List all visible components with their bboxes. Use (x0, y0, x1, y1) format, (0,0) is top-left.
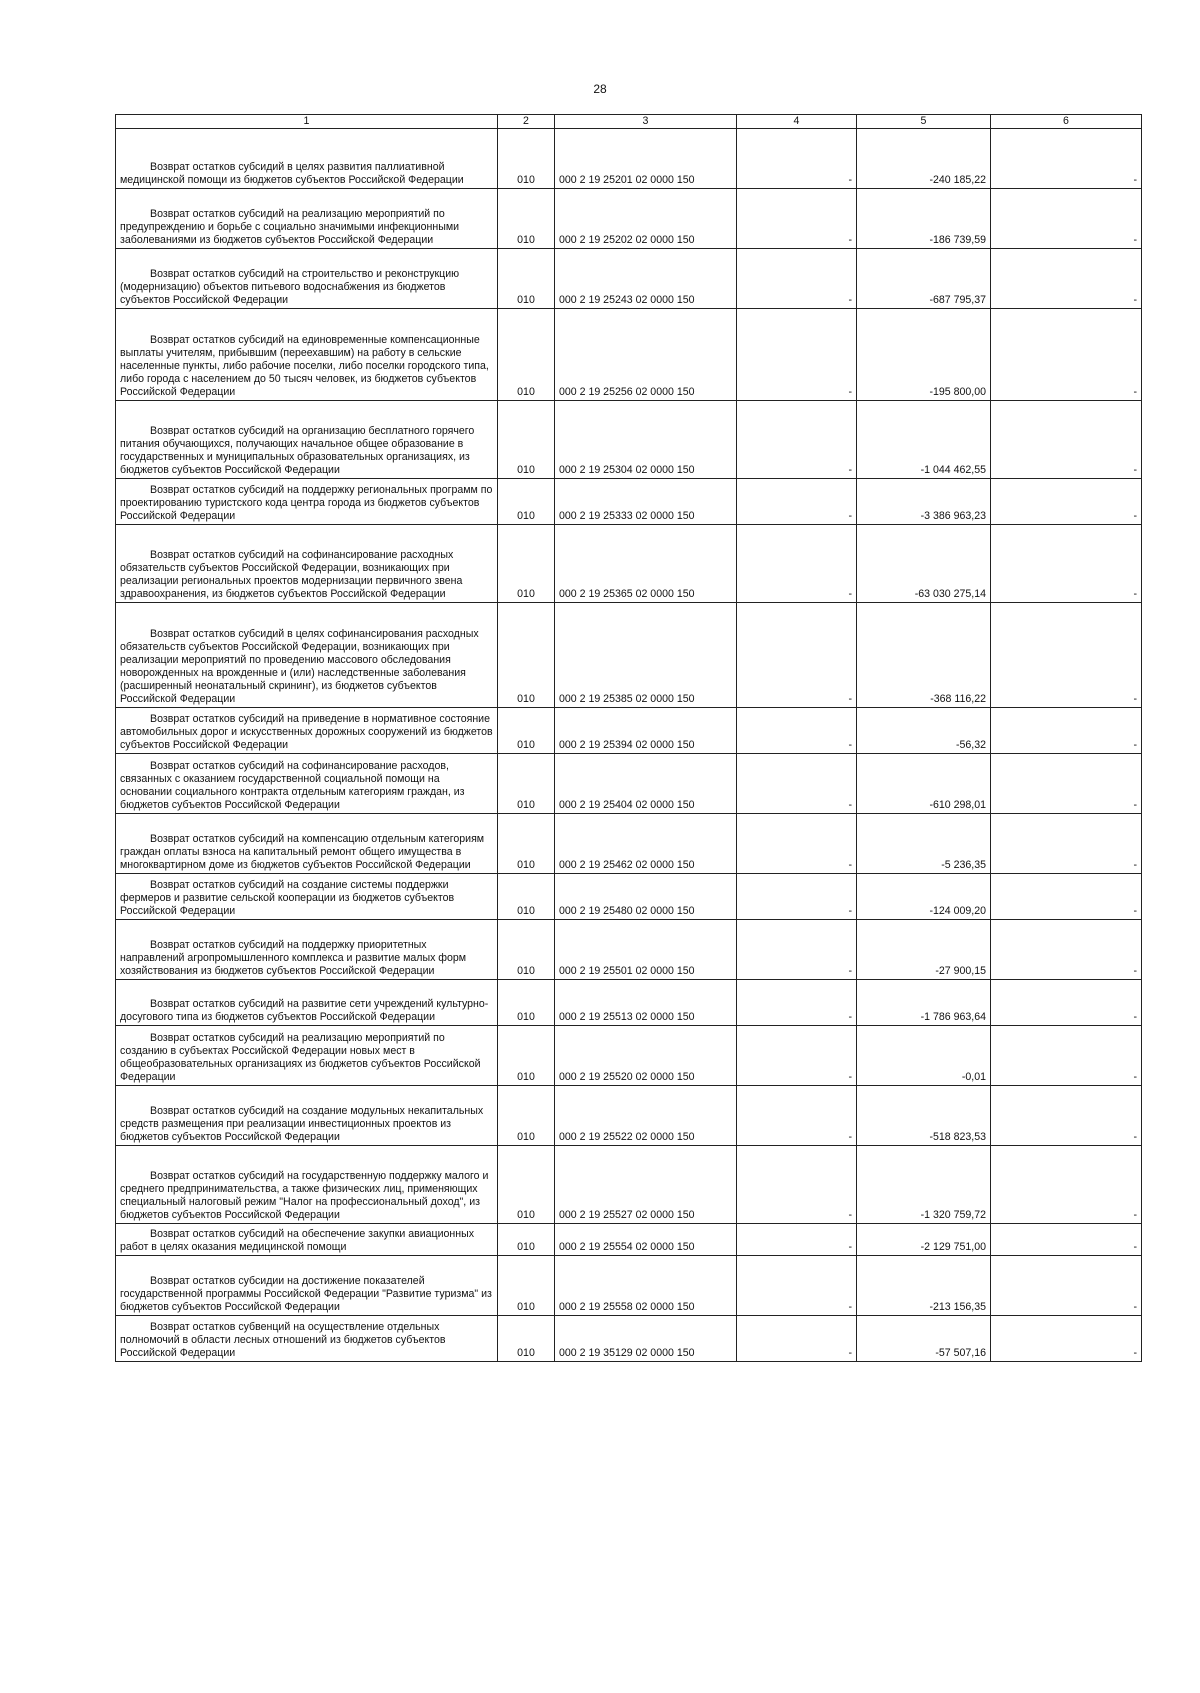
row-col6-value: - (991, 874, 1142, 920)
row-col4-value: - (737, 980, 857, 1026)
row-name: Возврат остатков субсидий на реализацию мероприятий по созданию в субъектах Российской Федерации новых мест в общеобразовательных организациях из бюджетов субъектов Российской Федерации (116, 1026, 498, 1086)
row-amount: -610 298,01 (857, 754, 991, 814)
row-col4-value: - (737, 1316, 857, 1362)
row-col6-value: - (991, 1146, 1142, 1224)
table-row (116, 1316, 1142, 1362)
row-amount: -368 116,22 (857, 603, 991, 708)
row-col4-value: - (737, 1256, 857, 1316)
row-name: Возврат остатков субсидий на развитие сети учреждений культурно-досугового типа из бюджетов субъектов Российской Федерации (116, 980, 498, 1026)
row-col6-value: - (991, 814, 1142, 874)
row-col4-value: - (737, 1086, 857, 1146)
row-amount: -186 739,59 (857, 189, 991, 249)
row-line-code: 010 (498, 920, 555, 980)
row-col6-value: - (991, 980, 1142, 1026)
row-col6-value: - (991, 708, 1142, 754)
row-col6-value: - (991, 1086, 1142, 1146)
row-line-code: 010 (498, 129, 555, 189)
row-col4-value: - (737, 129, 857, 189)
row-col6-value: - (991, 1256, 1142, 1316)
row-name: Возврат остатков субсидий на софинансирование расходов, связанных с оказанием государственной социальной помощи на основании социального контракта отдельным категориям граждан, из бюджетов субъектов Российской Федерации (116, 754, 498, 814)
row-name: Возврат остатков субсидий в целях софинансирования расходных обязательств субъектов Российской Федерации, возникающих при реализации мероприятий по проведению массового обследования новорожденных на врожденные и (или) наследственные заболевания (расширенный неонатальный скрининг), из бюджетов субъектов Российской Федерации (116, 603, 498, 708)
column-header-2: 2 (498, 115, 555, 129)
row-name: Возврат остатков субсидий на обеспечение закупки авиационных работ в целях оказания медицинской помощи (116, 1224, 498, 1256)
row-col4-value: - (737, 1224, 857, 1256)
row-amount: -3 386 963,23 (857, 479, 991, 525)
row-col4-value: - (737, 603, 857, 708)
row-budget-code: 000 2 19 25527 02 0000 150 (555, 1146, 737, 1224)
row-col4-value: - (737, 249, 857, 309)
row-amount: -1 044 462,55 (857, 401, 991, 479)
row-name: Возврат остатков субсидий на строительство и реконструкцию (модернизацию) объектов питьевого водоснабжения из бюджетов субъектов Российской Федерации (116, 249, 498, 309)
table-row (116, 1146, 1142, 1224)
row-budget-code: 000 2 19 25522 02 0000 150 (555, 1086, 737, 1146)
row-line-code: 010 (498, 980, 555, 1026)
row-amount: -518 823,53 (857, 1086, 991, 1146)
row-budget-code: 000 2 19 25558 02 0000 150 (555, 1256, 737, 1316)
row-line-code: 010 (498, 1256, 555, 1316)
row-budget-code: 000 2 19 25333 02 0000 150 (555, 479, 737, 525)
row-col4-value: - (737, 479, 857, 525)
row-budget-code: 000 2 19 25462 02 0000 150 (555, 814, 737, 874)
table-row (116, 129, 1142, 189)
row-line-code: 010 (498, 1146, 555, 1224)
row-name: Возврат остатков субсидий на организацию бесплатного горячего питания обучающихся, получающих начальное общее образование в государственных и муниципальных образовательных организациях, из бюджетов субъектов Российской Федерации (116, 401, 498, 479)
row-col6-value: - (991, 1316, 1142, 1362)
row-line-code: 010 (498, 754, 555, 814)
row-budget-code: 000 2 19 25513 02 0000 150 (555, 980, 737, 1026)
row-budget-code: 000 2 19 25201 02 0000 150 (555, 129, 737, 189)
row-amount: -57 507,16 (857, 1316, 991, 1362)
row-col4-value: - (737, 920, 857, 980)
row-name: Возврат остатков субсидий на создание системы поддержки фермеров и развитие сельской кооперации из бюджетов субъектов Российской Федерации (116, 874, 498, 920)
row-col4-value: - (737, 1026, 857, 1086)
row-col6-value: - (991, 603, 1142, 708)
row-line-code: 010 (498, 525, 555, 603)
row-budget-code: 000 2 19 25480 02 0000 150 (555, 874, 737, 920)
row-col4-value: - (737, 708, 857, 754)
row-budget-code: 000 2 19 25394 02 0000 150 (555, 708, 737, 754)
table-row (116, 1086, 1142, 1146)
row-col6-value: - (991, 1224, 1142, 1256)
row-amount: -0,01 (857, 1026, 991, 1086)
row-line-code: 010 (498, 1086, 555, 1146)
column-header-4: 4 (737, 115, 857, 129)
row-budget-code: 000 2 19 25404 02 0000 150 (555, 754, 737, 814)
row-col4-value: - (737, 525, 857, 603)
row-budget-code: 000 2 19 25304 02 0000 150 (555, 401, 737, 479)
column-header-6: 6 (991, 115, 1142, 129)
table-row (116, 525, 1142, 603)
page-number: 28 (593, 82, 607, 96)
row-line-code: 010 (498, 874, 555, 920)
row-amount: -124 009,20 (857, 874, 991, 920)
row-line-code: 010 (498, 1026, 555, 1086)
row-name: Возврат остатков субсидий на создание модульных некапитальных средств размещения при реализации инвестиционных проектов из бюджетов субъектов Российской Федерации (116, 1086, 498, 1146)
row-col6-value: - (991, 754, 1142, 814)
table-row (116, 401, 1142, 479)
row-col4-value: - (737, 401, 857, 479)
row-name: Возврат остатков субсидий на софинансирование расходных обязательств субъектов Российской Федерации, возникающих при реализации региональных проектов модернизации первичного звена здравоохранения, из бюджетов субъектов Российской Федерации (116, 525, 498, 603)
row-budget-code: 000 2 19 25520 02 0000 150 (555, 1026, 737, 1086)
row-name: Возврат остатков субсидий в целях развития паллиативной медицинской помощи из бюджетов субъектов Российской Федерации (116, 129, 498, 189)
row-budget-code: 000 2 19 25365 02 0000 150 (555, 525, 737, 603)
row-amount: -56,32 (857, 708, 991, 754)
table-row (116, 249, 1142, 309)
row-amount: -2 129 751,00 (857, 1224, 991, 1256)
row-name: Возврат остатков субсидий на поддержку региональных программ по проектированию туристского кода центра города из бюджетов субъектов Российской Федерации (116, 479, 498, 525)
row-name: Возврат остатков субсидий на поддержку приоритетных направлений агропромышленного комплекса и развитие малых форм хозяйствования из бюджетов субъектов Российской Федерации (116, 920, 498, 980)
row-col6-value: - (991, 189, 1142, 249)
table-row (116, 309, 1142, 401)
row-col6-value: - (991, 129, 1142, 189)
table-row (116, 1256, 1142, 1316)
column-header-5: 5 (857, 115, 991, 129)
row-line-code: 010 (498, 1316, 555, 1362)
table-row (116, 1026, 1142, 1086)
table-row (116, 980, 1142, 1026)
row-amount: -195 800,00 (857, 309, 991, 401)
row-name: Возврат остатков субсидий на приведение в нормативное состояние автомобильных дорог и искусственных дорожных сооружений из бюджетов субъектов Российской Федерации (116, 708, 498, 754)
table-row (116, 754, 1142, 814)
row-line-code: 010 (498, 603, 555, 708)
row-name: Возврат остатков субсидий на государственную поддержку малого и среднего предпринимательства, а также физических лиц, применяющих специальный налоговый режим "Налог на профессиональный доход", из бюджетов субъектов Российской Федерации (116, 1146, 498, 1224)
budget-return-table (115, 114, 1142, 1362)
row-budget-code: 000 2 19 25202 02 0000 150 (555, 189, 737, 249)
row-col4-value: - (737, 874, 857, 920)
row-col6-value: - (991, 249, 1142, 309)
table-row (116, 189, 1142, 249)
row-col4-value: - (737, 814, 857, 874)
row-amount: -213 156,35 (857, 1256, 991, 1316)
row-amount: -63 030 275,14 (857, 525, 991, 603)
row-col6-value: - (991, 920, 1142, 980)
row-line-code: 010 (498, 249, 555, 309)
row-col6-value: - (991, 401, 1142, 479)
column-header-3: 3 (555, 115, 737, 129)
row-name: Возврат остатков субсидии на достижение показателей государственной программы Российской Федерации "Развитие туризма" из бюджетов субъектов Российской Федерации (116, 1256, 498, 1316)
row-amount: -5 236,35 (857, 814, 991, 874)
table-row (116, 920, 1142, 980)
row-budget-code: 000 2 19 35129 02 0000 150 (555, 1316, 737, 1362)
table-header-row (116, 115, 1142, 129)
row-budget-code: 000 2 19 25554 02 0000 150 (555, 1224, 737, 1256)
row-line-code: 010 (498, 1224, 555, 1256)
table-row (116, 874, 1142, 920)
row-budget-code: 000 2 19 25385 02 0000 150 (555, 603, 737, 708)
row-budget-code: 000 2 19 25501 02 0000 150 (555, 920, 737, 980)
row-line-code: 010 (498, 479, 555, 525)
row-amount: -1 786 963,64 (857, 980, 991, 1026)
row-name: Возврат остатков субсидий на реализацию мероприятий по предупреждению и борьбе с социально значимыми инфекционными заболеваниями из бюджетов субъектов Российской Федерации (116, 189, 498, 249)
row-col4-value: - (737, 1146, 857, 1224)
table-row (116, 708, 1142, 754)
table-row (116, 1224, 1142, 1256)
row-col4-value: - (737, 754, 857, 814)
row-col6-value: - (991, 1026, 1142, 1086)
row-name: Возврат остатков субсидий на компенсацию отдельным категориям граждан оплаты взноса на капитальный ремонт общего имущества в многоквартирном доме из бюджетов субъектов Российской Федерации (116, 814, 498, 874)
row-col6-value: - (991, 525, 1142, 603)
row-name: Возврат остатков субвенций на осуществление отдельных полномочий в области лесных отношений из бюджетов субъектов Российской Федерации (116, 1316, 498, 1362)
row-col4-value: - (737, 189, 857, 249)
row-amount: -27 900,15 (857, 920, 991, 980)
row-line-code: 010 (498, 708, 555, 754)
row-budget-code: 000 2 19 25256 02 0000 150 (555, 309, 737, 401)
row-line-code: 010 (498, 401, 555, 479)
row-line-code: 010 (498, 309, 555, 401)
row-col4-value: - (737, 309, 857, 401)
row-amount: -240 185,22 (857, 129, 991, 189)
table-row (116, 479, 1142, 525)
column-header-1: 1 (116, 115, 498, 129)
row-amount: -687 795,37 (857, 249, 991, 309)
row-budget-code: 000 2 19 25243 02 0000 150 (555, 249, 737, 309)
row-name: Возврат остатков субсидий на единовременные компенсационные выплаты учителям, прибывшим (переехавшим) на работу в сельские населенные пункты, либо рабочие поселки, либо поселки городского типа, либо города с населением до 50 тысяч человек, из бюджетов субъектов Российской Федерации (116, 309, 498, 401)
table-row (116, 603, 1142, 708)
row-col6-value: - (991, 479, 1142, 525)
table-row (116, 814, 1142, 874)
row-col6-value: - (991, 309, 1142, 401)
row-amount: -1 320 759,72 (857, 1146, 991, 1224)
row-line-code: 010 (498, 189, 555, 249)
row-line-code: 010 (498, 814, 555, 874)
